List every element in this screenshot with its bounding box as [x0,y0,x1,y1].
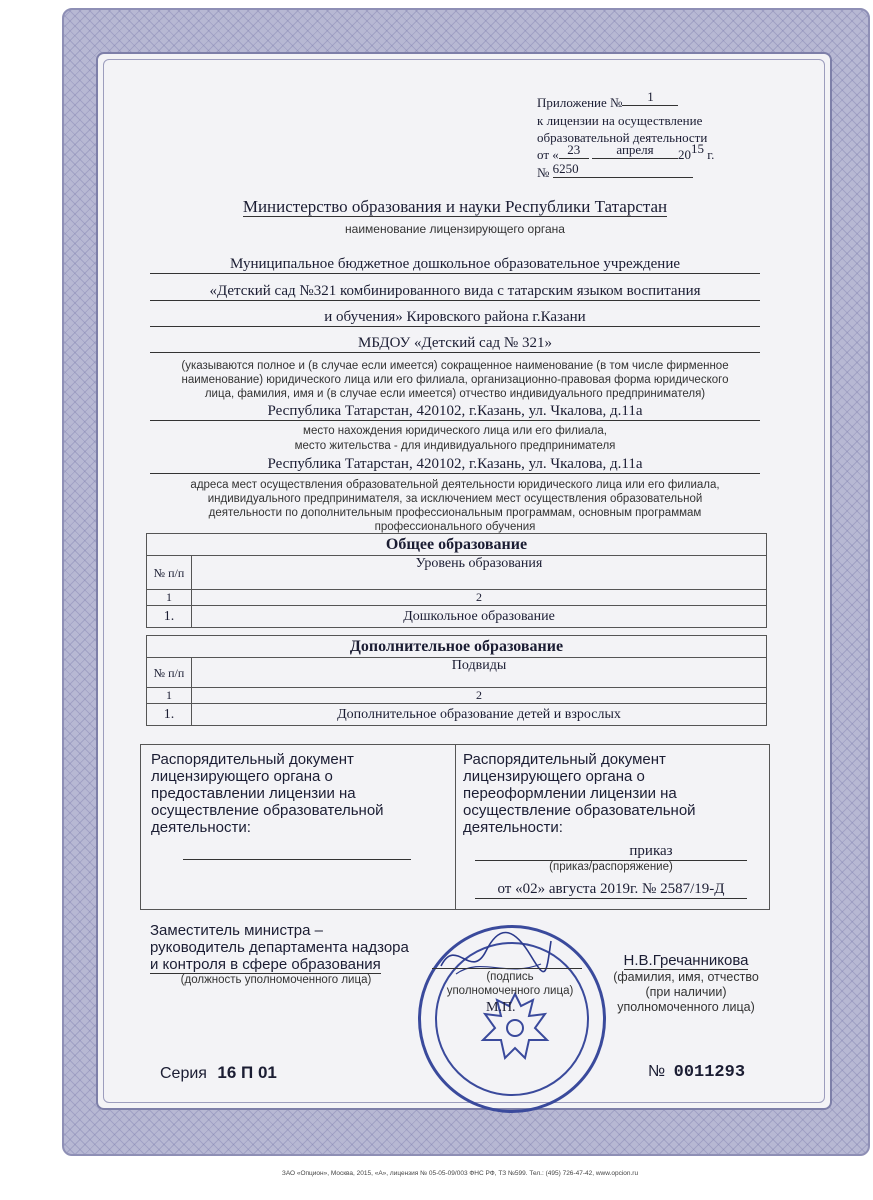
serial-value: 16 П 01 [217,1063,277,1082]
signatory-name-caption: (фамилия, имя, отчество (при наличии) уполномоченного лица) [613,970,759,1014]
date-prefix: от « [537,147,559,162]
documents-box [140,744,770,910]
org-caption: (указываются полное и (в случае если имеется) сокращенное наименование (в том числе фирменное наименование) юридического лица или его филиала, организационно-правовая форма юридического лица, фамилия, имя и (в случае если имеется) отчество индивидуального предпринимателя) [181,360,729,400]
additional-idx1: 1 [147,688,192,704]
signatory-position: Заместитель министра – руководитель департамента надзора и контроля в сфере образования [150,922,409,973]
date-year: 15 [691,141,705,156]
doc-left-text: Распорядительный документ лицензирующего органа о предоставлении лицензии на осуществление образовательной деятельности: [151,751,384,836]
no-label: № [537,165,550,180]
signatory-name: Н.В.Гречанникова [623,952,749,969]
additional-idx2: 2 [192,688,767,704]
ministry-caption: наименование лицензирующего органа [345,222,565,236]
doc-right-type: приказ [475,843,747,861]
appendix-line3: образовательной деятельности [537,130,708,145]
year-suffix: г. [707,147,715,162]
appendix-line2: к лицензии на осуществление [537,113,703,128]
ministry-name: Министерство образования и науки Республики Татарстан [242,197,668,216]
address-legal-caption: место нахождения юридического лица или его филиала, место жительства - для индивидуального предпринимателя [294,425,616,452]
org-line3: и обучения» Кировского района г.Казани [150,309,760,327]
additional-education-table [146,635,767,726]
appendix-number: 1 [622,88,678,106]
general-col-no: № п/п [147,556,192,590]
additional-col-name: Подвиды [192,658,767,688]
general-col-name: Уровень образования [192,556,767,590]
serial-label: Серия [160,1065,207,1082]
appendix-block [537,89,715,182]
serial-no-label: № [648,1063,666,1080]
serial [160,1063,277,1083]
no-value: 6250 [553,160,693,178]
seal-mark: М.П. [486,1000,516,1015]
general-title: Общее образование [147,534,767,556]
date-day: 23 [559,141,589,159]
additional-row-no: 1. [147,704,192,726]
appendix-label: Приложение № [537,95,623,110]
signature-line [432,968,582,969]
printer-footer: ЗАО «Опцион», Москва, 2015, «А», лицензия № 05-05-09/003 ФНС РФ, ТЗ №599. Тел.: (495) 726-47-42, www.opcion.ru [281,1170,639,1177]
year-prefix: 20 [678,147,692,162]
address-activity-caption: адреса мест осуществления образовательной деятельности юридического лица или его филиала, индивидуального предпринимателя, за исключением мест осуществления образовательной деятельности по дополнительным профессиональным программам, основным программам профессионального обучения [190,479,720,533]
doc-right-text: Распорядительный документ лицензирующего органа о переоформлении лицензии на осуществление образовательной деятельности: [463,751,696,836]
org-line2: «Детский сад №321 комбинированного вида с татарским языком воспитания [150,283,760,301]
org-line1: Муниципальное бюджетное дошкольное образовательное учреждение [150,256,760,274]
documents-divider [455,745,456,909]
general-row-name: Дошкольное образование [192,606,767,628]
address-legal: Республика Татарстан, 420102, г.Казань, ул. Чкалова, д.11а [150,403,760,421]
signature-caption: (подпись уполномоченного лица) [446,971,574,997]
general-idx2: 2 [192,590,767,606]
additional-title: Дополнительное образование [147,636,767,658]
general-idx1: 1 [147,590,192,606]
doc-right-type-caption: (приказ/распоряжение) [549,861,673,873]
general-row-no: 1. [147,606,192,628]
org-short-name: МБДОУ «Детский сад № 321» [150,335,760,353]
additional-row-name: Дополнительное образование детей и взрослых [192,704,767,726]
address-activity: Республика Татарстан, 420102, г.Казань, ул. Чкалова, д.11а [150,456,760,474]
additional-col-no: № п/п [147,658,192,688]
general-education-table [146,533,767,628]
serial-number [648,1063,745,1082]
date-month: апреля [592,141,678,159]
serial-no-value: 0011293 [673,1063,746,1082]
doc-right-order: от «02» августа 2019г. № 2587/19-Д [475,881,747,899]
doc-left-blank [183,859,411,860]
signatory-position-caption: (должность уполномоченного лица) [180,974,372,986]
